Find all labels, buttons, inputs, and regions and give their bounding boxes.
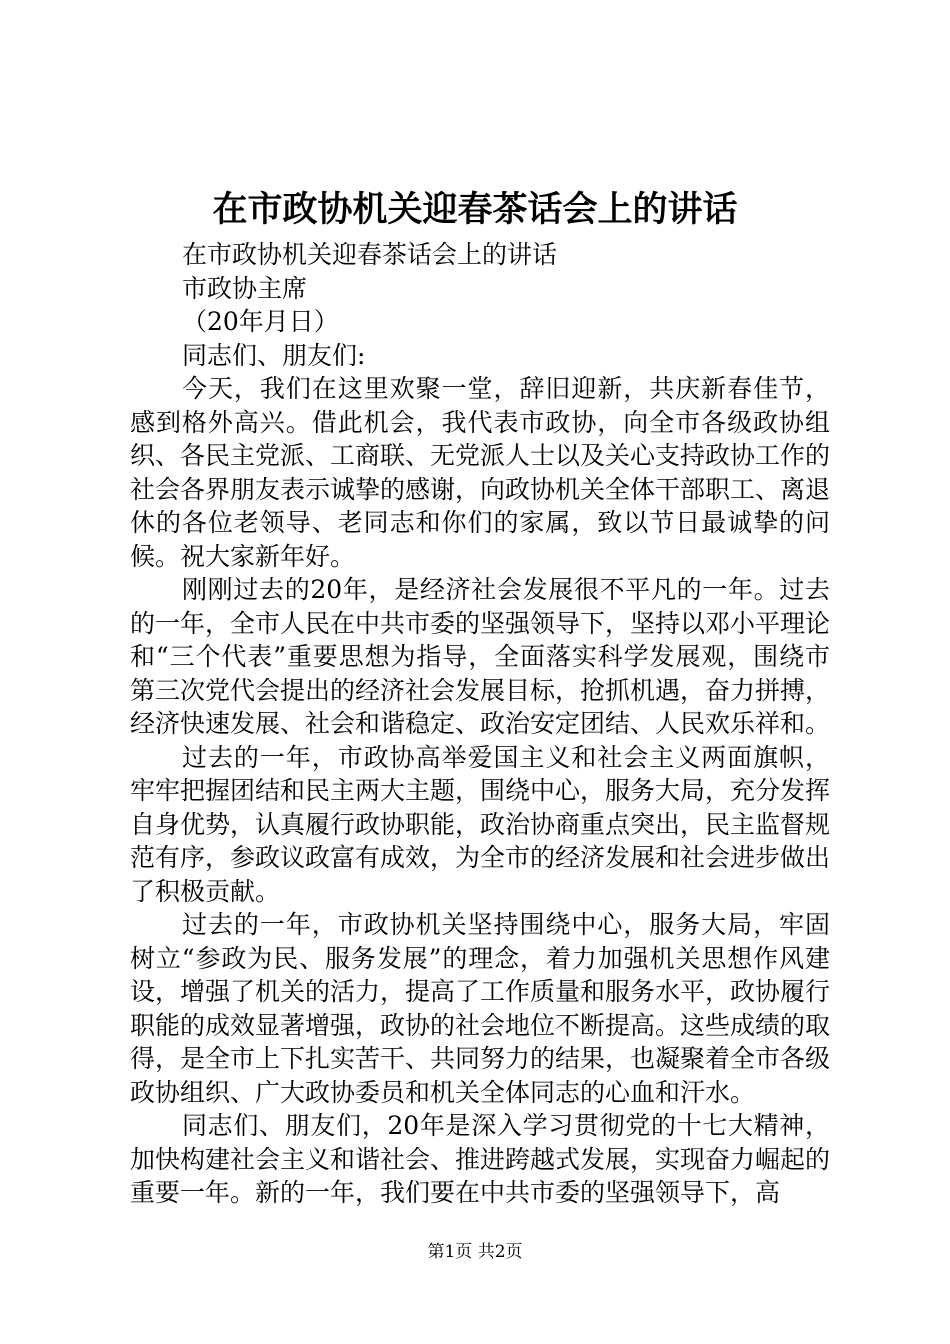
salutation: 同志们、朋友们: <box>182 340 366 370</box>
paragraph-3: 过去的一年，市政协高举爱国主义和社会主义两面旗帜，牢牢把握团结和民主两大主题，围绕中心，服务大局，充分发挥自身优势，认真履行政协职能，政治协商重点突出，民主监督规范有序，参政议政富有成效，为全市的经济发展和社会进步做出了积极贡献。 <box>130 742 831 906</box>
paragraph-4: 过去的一年，市政协机关坚持围绕中心，服务大局，牢固树立“参政为民、服务发展”的理念，着力加强机关思想作风建设，增强了机关的活力，提高了工作质量和服务水平，政协履行职能的成效显著增强，政协的社会地位不断提高。这些成绩的取得，是全市上下扎实苦干、共同努力的结果，也凝聚着全市各级政协组织、广大政协委员和机关全体同志的心血和汗水。 <box>130 910 831 1107</box>
page-footer: 第1页 共2页 <box>427 1242 523 1262</box>
header-line-date: （20年月日） <box>182 307 339 336</box>
document-body <box>130 238 830 1210</box>
paragraph-5: 同志们、朋友们，20年是深入学习贯彻党的十七大精神，加快构建社会主义和谐社会、推进跨越式发展，实现奋力崛起的重要一年。新的一年，我们要在中共市委的坚强领导下，高 <box>130 1111 831 1207</box>
header-line-speaker: 市政协主席 <box>182 273 308 303</box>
paragraph-2: 刚刚过去的20年，是经济社会发展很不平凡的一年。过去的一年，全市人民在中共市委的坚强领导下，坚持以邓小平理论和“三个代表”重要思想为指导，全面落实科学发展观，围绕市第三次党代会提出的经济社会发展目标，抢抓机遇，奋力拼搏，经济快速发展、社会和谐稳定、政治安定团结、人民欢乐祥和。 <box>130 575 831 738</box>
paragraph-1: 今天，我们在这里欢聚一堂，辞旧迎新，共庆新春佳节，感到格外高兴。借此机会，我代表市政协，向全市各级政协组织、各民主党派、工商联、无党派人士以及关心支持政协工作的社会各界朋友表示诚挚的感谢，向政协机关全体干部职工、离退休的各位老领导、老同志和你们的家属，致以节日最诚挚的问候。祝大家新年好。 <box>130 374 831 571</box>
document-title: 在市政协机关迎春茶话会上的讲话 <box>212 189 738 230</box>
header-line-title: 在市政协机关迎春茶话会上的讲话 <box>182 240 558 269</box>
